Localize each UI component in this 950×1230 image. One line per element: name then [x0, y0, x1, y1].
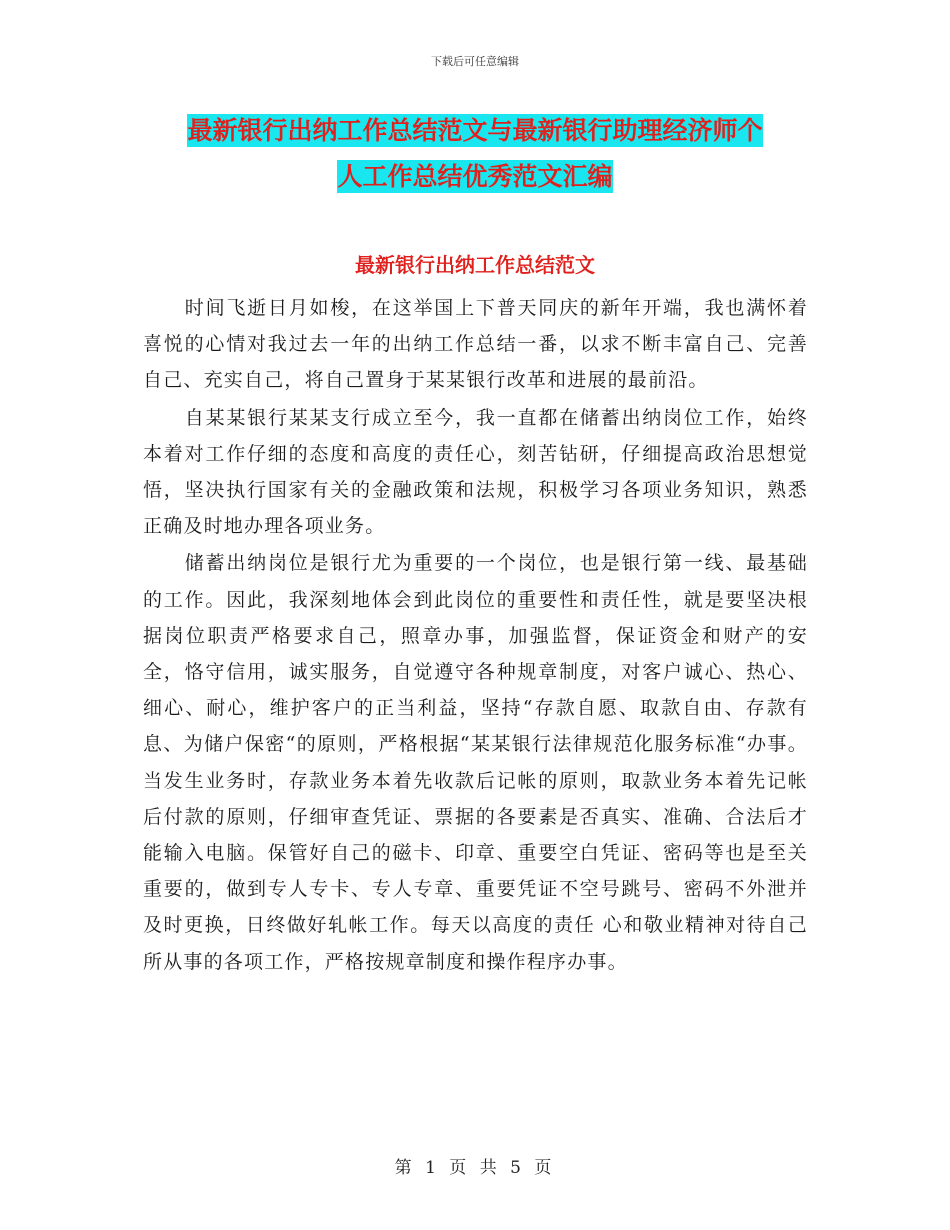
header-note: 下载后可任意编辑 — [431, 55, 519, 68]
paragraph: 自某某银行某某支行成立至今，我一直都在储蓄出纳岗位工作，始终本着对工作仔细的态度和高度的责任心，刻苦钻研，仔细提高政治思想觉悟，坚决执行国家有关的金融政策和法规，积极学习各项业务知识，熟悉正确及时地办理各项业务。 — [143, 406, 808, 538]
document-title — [140, 108, 810, 200]
document-title-line-2: 人工作总结优秀范文汇编 — [337, 162, 613, 191]
document-title-line-1: 最新银行出纳工作总结范文与最新银行助理经济师个 — [187, 116, 763, 145]
paragraph: 储蓄出纳岗位是银行尤为重要的一个岗位，也是银行第一线、最基础的工作。因此，我深刻地体会到此岗位的重要性和责任性，就是要坚决根据岗位职责严格要求自己，照章办事，加强监督，保证资金和财产的安全，恪守信用，诚实服务，自觉遵守各种规章制度，对客户诚心、热心、细心、耐心，维护客户的正当利益，坚持“存款自愿、取款自由、存款有息、为储户保密“的原则，严格根据“某某银行法律规范化服务标准“办事。当发生业务时，存款业务本着先收款后记帐的原则，取款业务本着先记帐后付款的原则，仔细审查凭证、票据的各要素是否真实、准确、合法后才能输入电脑。保管好自己的磁卡、印章、重要空白凭证、密码等也是至关重要的，做到专人专卡、专人专章、重要凭证不空号跳号、密码不外泄并及时更换，日终做好轧帐工作。每天以高度的责任 心和敬业精神对待自己所从事的各项工作，严格按规章制度和操作程序办事。 — [143, 552, 808, 973]
section-title: 最新银行出纳工作总结范文 — [355, 253, 595, 277]
page-indicator: 第 1 页 共 5 页 — [394, 1158, 556, 1178]
paragraph: 时间飞逝日月如梭，在这举国上下普天同庆的新年开端，我也满怀着喜悦的心情对我过去一年的出纳工作总结一番，以求不断丰富自己、完善自己、充实自己，将自己置身于某某银行改革和进展的最前沿。 — [143, 297, 808, 392]
document-body — [143, 290, 808, 981]
